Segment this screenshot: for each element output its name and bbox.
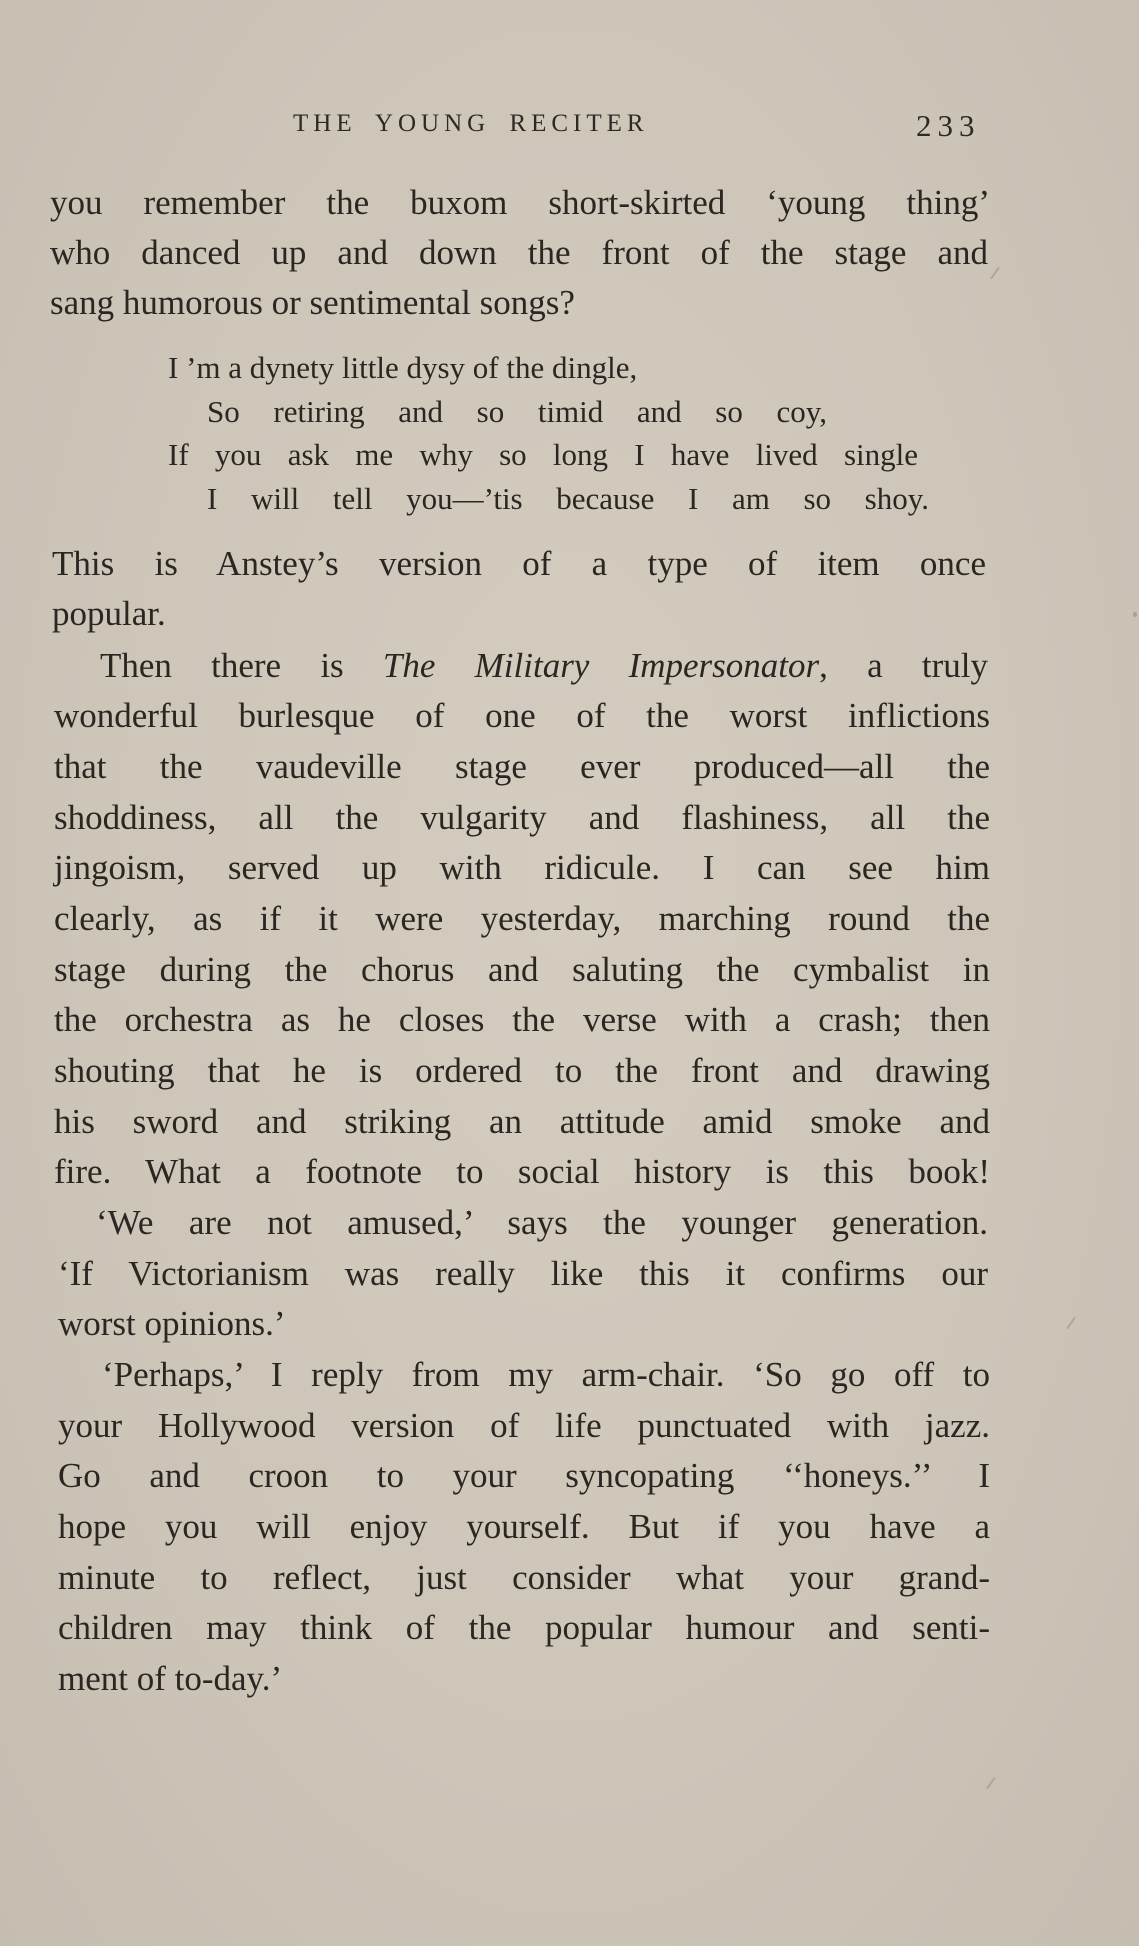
text-line: ‘Perhaps,’ I reply from my arm-chair. ‘So go off to bbox=[102, 1355, 990, 1394]
paper-mark bbox=[990, 267, 1000, 280]
paper-mark bbox=[1066, 1317, 1076, 1330]
text-line: your Hollywood version of life punctuated with jazz. bbox=[58, 1406, 990, 1445]
text-line: the orchestra as he closes the verse with a crash; then bbox=[54, 1000, 990, 1039]
verse-line: So retiring and so timid and so coy, bbox=[207, 394, 827, 429]
verse-line: I will tell you—’tis because I am so shoy. bbox=[207, 481, 929, 516]
text-line: This is Anstey’s version of a type of item once bbox=[52, 544, 986, 583]
text-line: fire. What a footnote to social history is this book! bbox=[54, 1152, 990, 1191]
paper-mark bbox=[986, 1777, 996, 1790]
text-line: shoddiness, all the vulgarity and flashiness, all the bbox=[54, 798, 990, 837]
text-line: ment of to-day.’ bbox=[58, 1659, 283, 1698]
text-line: jingoism, served up with ridicule. I can see him bbox=[54, 848, 990, 887]
text-line: his sword and striking an attitude amid smoke and bbox=[54, 1102, 990, 1141]
text-line: wonderful burlesque of one of the worst inflictions bbox=[54, 696, 990, 735]
verse-line: If you ask me why so long I have lived single bbox=[168, 437, 918, 472]
text-line: sang humorous or sentimental songs? bbox=[50, 283, 575, 322]
text-line: Go and croon to your syncopating ‘‘honeys.’’ I bbox=[58, 1456, 990, 1495]
text-run: , a truly bbox=[819, 646, 988, 685]
running-head bbox=[0, 110, 1139, 150]
book-title: The Military Impersonator bbox=[382, 646, 820, 685]
text-run: Then there is bbox=[100, 646, 383, 685]
page-number: 233 bbox=[916, 108, 981, 143]
text-line: clearly, as if it were yesterday, marching round the bbox=[54, 899, 990, 938]
running-title: THE YOUNG RECITER bbox=[293, 110, 649, 137]
text-line: ‘We are not amused,’ says the younger generation. bbox=[96, 1203, 988, 1242]
text-line: ‘If Victorianism was really like this it confirms our bbox=[58, 1254, 988, 1293]
text-line: shouting that he is ordered to the front and drawing bbox=[54, 1051, 990, 1090]
text-line: that the vaudeville stage ever produced—all the bbox=[54, 747, 990, 786]
text-line: who danced up and down the front of the stage and bbox=[50, 233, 988, 272]
paper-speck bbox=[1133, 612, 1137, 617]
verse-line: I ’m a dynety little dysy of the dingle, bbox=[168, 350, 638, 385]
text-line: worst opinions.’ bbox=[58, 1304, 286, 1343]
text-line: stage during the chorus and saluting the cymbalist in bbox=[54, 950, 990, 989]
text-line bbox=[100, 641, 988, 691]
text-line: you remember the buxom short-skirted ‘young thing’ bbox=[50, 183, 990, 222]
text-line: hope you will enjoy yourself. But if you have a bbox=[58, 1507, 990, 1546]
text-line: children may think of the popular humour and senti- bbox=[58, 1608, 990, 1647]
text-line: minute to reflect, just consider what your grand- bbox=[58, 1558, 990, 1597]
text-line: popular. bbox=[52, 594, 166, 633]
